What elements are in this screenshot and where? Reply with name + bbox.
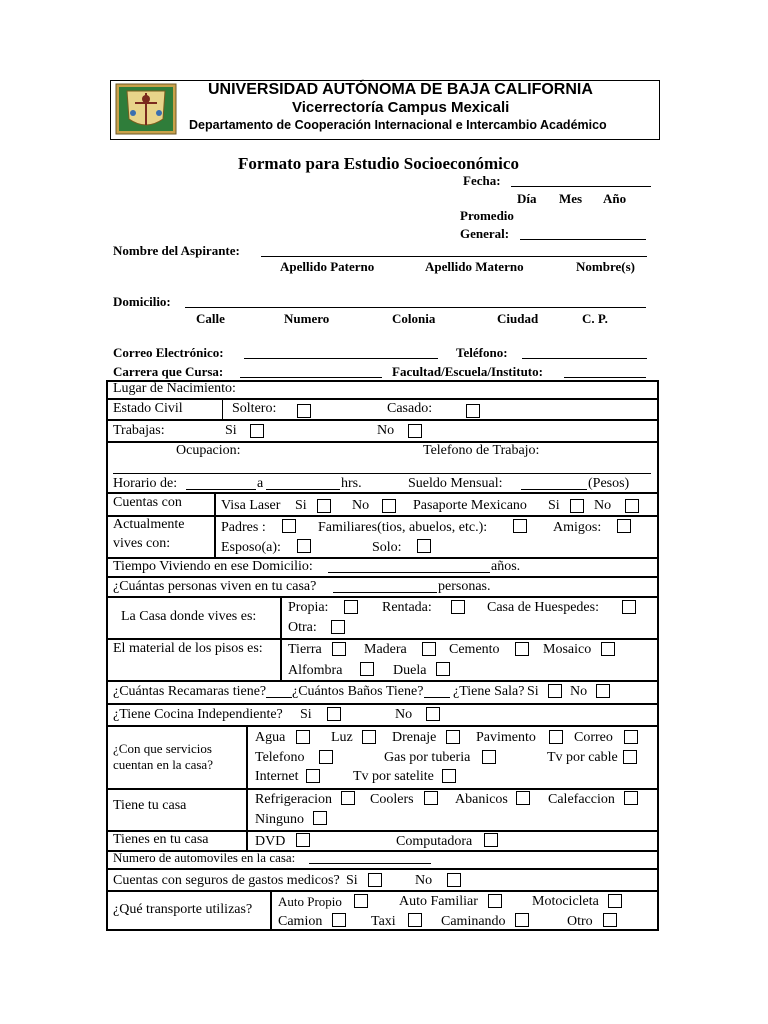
computadora-label: Computadora — [396, 834, 473, 849]
coolers-label: Coolers — [370, 792, 414, 807]
recamaras-line[interactable] — [266, 697, 292, 698]
visa-no-checkbox[interactable] — [382, 499, 396, 513]
padres-label: Padres : — [221, 520, 266, 535]
madera-checkbox[interactable] — [422, 642, 436, 656]
university-name: UNIVERSIDAD AUTÓNOMA DE BAJA CALIFORNIA — [208, 81, 593, 98]
amigos-label: Amigos: — [553, 520, 602, 535]
calefaccion-checkbox[interactable] — [624, 791, 638, 805]
visa-si-checkbox[interactable] — [317, 499, 331, 513]
sala-label: ¿Tiene Sala? — [453, 684, 525, 699]
tiene-casa-label: Tiene tu casa — [113, 798, 187, 813]
ninguno-checkbox[interactable] — [313, 811, 327, 825]
auto-propio-checkbox[interactable] — [354, 894, 368, 908]
domicilio-line[interactable] — [185, 307, 646, 308]
nombre-label: Nombre del Aspirante: — [113, 243, 240, 258]
auto-propio-label: Auto Propio — [278, 894, 342, 909]
carrera-line[interactable] — [240, 377, 382, 378]
automoviles-line[interactable] — [309, 863, 431, 864]
seguros-no-label: No — [415, 873, 433, 888]
carrera-label: Carrera que Cursa: — [113, 364, 224, 379]
seguros-label: Cuentas con seguros de gastos medicos? — [113, 873, 340, 888]
trabajas-si-checkbox[interactable] — [250, 424, 264, 438]
visa-no-label: No — [352, 498, 370, 513]
horario-de-label: Horario de: — [113, 476, 178, 491]
refrigeracion-label: Refrigeracion — [255, 792, 332, 807]
huespedes-checkbox[interactable] — [622, 600, 636, 614]
seguros-no-checkbox[interactable] — [447, 873, 461, 887]
fecha-dia: Día — [517, 191, 537, 206]
colonia-label: Colonia — [392, 311, 436, 326]
otro-checkbox[interactable] — [603, 913, 617, 927]
visa-label: Visa Laser — [221, 498, 281, 513]
esposo-checkbox[interactable] — [297, 539, 311, 553]
coolers-checkbox[interactable] — [424, 791, 438, 805]
telefono-trabajo-label: Telefono de Trabajo: — [423, 443, 540, 458]
mosaico-checkbox[interactable] — [601, 642, 615, 656]
apellido-paterno-label: Apellido Paterno — [280, 259, 375, 274]
esposo-label: Esposo(a): — [221, 540, 281, 555]
calefaccion-label: Calefaccion — [548, 792, 615, 807]
telefono-label: Teléfono: — [456, 345, 508, 360]
motocicleta-label: Motocicleta — [532, 894, 599, 909]
personas-line[interactable] — [333, 592, 437, 593]
sala-si-label: Si — [527, 684, 539, 699]
nombre-line[interactable] — [261, 256, 647, 257]
amigos-checkbox[interactable] — [617, 519, 631, 533]
promedio-general-label: General: — [460, 226, 510, 241]
horario-inicio-line[interactable] — [186, 489, 256, 490]
cp-label: C. P. — [582, 311, 608, 326]
cocina-no-checkbox[interactable] — [426, 707, 440, 721]
gas-checkbox[interactable] — [482, 750, 496, 764]
correo-servicio-checkbox[interactable] — [624, 730, 638, 744]
alfombra-checkbox[interactable] — [360, 662, 374, 676]
office-name: Vicerrectoría Campus Mexicali — [292, 99, 510, 116]
visa-si-label: Si — [295, 498, 307, 513]
facultad-line[interactable] — [564, 377, 646, 378]
personas-suffix: personas. — [438, 579, 491, 594]
facultad-label: Facultad/Escuela/Instituto: — [392, 364, 543, 379]
correo-label: Correo Electrónico: — [113, 345, 224, 360]
otra-label: Otra: — [288, 620, 317, 635]
otra-checkbox[interactable] — [331, 620, 345, 634]
duela-checkbox[interactable] — [436, 662, 450, 676]
solo-checkbox[interactable] — [417, 539, 431, 553]
sueldo-label: Sueldo Mensual: — [408, 476, 503, 491]
fecha-line[interactable] — [511, 186, 651, 187]
caminando-label: Caminando — [441, 914, 506, 929]
casado-checkbox[interactable] — [466, 404, 480, 418]
rentada-label: Rentada: — [382, 600, 432, 615]
form-title: Formato para Estudio Socioeconómico — [238, 154, 519, 173]
vives-con-label-2: vives con: — [113, 536, 171, 551]
agua-label: Agua — [255, 730, 286, 745]
ciudad-label: Ciudad — [497, 311, 539, 326]
tiempo-anios-label: años. — [491, 559, 521, 574]
horario-a-label: a — [257, 476, 264, 491]
pesos-label: (Pesos) — [588, 476, 630, 491]
auto-familiar-label: Auto Familiar — [399, 894, 478, 909]
pavimento-checkbox[interactable] — [549, 730, 563, 744]
sala-no-checkbox[interactable] — [596, 684, 610, 698]
luz-label: Luz — [331, 730, 353, 745]
department-name: Departamento de Cooperación Internacional e Intercambio Académico — [189, 118, 607, 132]
soltero-label: Soltero: — [232, 401, 277, 416]
auto-familiar-checkbox[interactable] — [488, 894, 502, 908]
correo-line[interactable] — [244, 358, 438, 359]
trabajas-no-checkbox[interactable] — [408, 424, 422, 438]
numero-label: Numero — [284, 311, 330, 326]
huespedes-label: Casa de Huespedes: — [487, 600, 599, 615]
domicilio-label: Domicilio: — [113, 294, 171, 309]
transporte-label: ¿Qué transporte utilizas? — [113, 902, 253, 917]
casa-label: La Casa donde vives es: — [121, 609, 257, 624]
tiempo-label: Tiempo Viviendo en ese Domicilio: — [113, 559, 313, 574]
pasaporte-si-label: Si — [548, 498, 560, 513]
pisos-label: El material de los pisos es: — [113, 641, 263, 656]
banos-label: ¿Cuántos Baños Tiene? — [292, 684, 424, 699]
pavimento-label: Pavimento — [476, 730, 536, 745]
duela-label: Duela — [393, 663, 427, 678]
agua-checkbox[interactable] — [296, 730, 310, 744]
fecha-mes: Mes — [559, 191, 583, 206]
hrs-label: hrs. — [341, 476, 362, 491]
refrigeracion-checkbox[interactable] — [341, 791, 355, 805]
estado-civil-label: Estado Civil — [113, 401, 183, 416]
horario-fin-line[interactable] — [266, 489, 340, 490]
personas-label: ¿Cuántas personas viven en tu casa? — [113, 579, 317, 594]
alfombra-label: Alfombra — [288, 663, 343, 678]
camion-checkbox[interactable] — [332, 913, 346, 927]
tierra-checkbox[interactable] — [332, 642, 346, 656]
tv-satelite-checkbox[interactable] — [442, 769, 456, 783]
cocina-si-checkbox[interactable] — [327, 707, 341, 721]
tv-cable-label: Tv por cable — [547, 750, 618, 765]
taxi-label: Taxi — [371, 914, 396, 929]
madera-label: Madera — [364, 642, 407, 657]
trabajas-no-label: No — [377, 423, 395, 438]
trabajas-label: Trabajas: — [113, 423, 165, 438]
propia-label: Propia: — [288, 600, 329, 615]
tiempo-line[interactable] — [328, 572, 490, 573]
cemento-label: Cemento — [449, 642, 500, 657]
pasaporte-si-checkbox[interactable] — [570, 499, 584, 513]
propia-checkbox[interactable] — [344, 600, 358, 614]
promedio-line[interactable] — [520, 239, 646, 240]
soltero-checkbox[interactable] — [297, 404, 311, 418]
seguros-si-checkbox[interactable] — [368, 873, 382, 887]
casado-label: Casado: — [387, 401, 433, 416]
telefono-line[interactable] — [522, 358, 647, 359]
dvd-label: DVD — [255, 834, 286, 849]
mosaico-label: Mosaico — [543, 642, 592, 657]
motocicleta-checkbox[interactable] — [608, 894, 622, 908]
drenaje-label: Drenaje — [392, 730, 437, 745]
vives-con-label-1: Actualmente — [113, 517, 185, 532]
fecha-anio: Año — [603, 191, 627, 206]
tv-cable-checkbox[interactable] — [623, 750, 637, 764]
pasaporte-label: Pasaporte Mexicano — [413, 498, 527, 513]
tienes-casa-label: Tienes en tu casa — [113, 832, 209, 847]
luz-checkbox[interactable] — [362, 730, 376, 744]
ocupacion-label: Ocupacion: — [176, 443, 241, 458]
lugar-nacimiento-label: Lugar de Nacimiento: — [113, 381, 236, 396]
abanicos-label: Abanicos — [455, 792, 508, 807]
telefono-servicio-label: Telefono — [255, 750, 305, 765]
drenaje-checkbox[interactable] — [446, 730, 460, 744]
taxi-checkbox[interactable] — [408, 913, 422, 927]
recamaras-label: ¿Cuántas Recamaras tiene? — [113, 684, 267, 699]
familiares-label: Familiares(tios, abuelos, etc.): — [318, 520, 488, 535]
servicios-label-2: cuentan en la casa? — [113, 757, 213, 772]
nombres-label: Nombre(s) — [576, 259, 635, 274]
cocina-label: ¿Tiene Cocina Independiente? — [113, 707, 283, 722]
tierra-label: Tierra — [288, 642, 322, 657]
correo-servicio-label: Correo — [574, 730, 613, 745]
university-seal — [115, 83, 177, 135]
servicios-label-1: ¿Con que servicios — [113, 741, 212, 756]
otro-label: Otro — [567, 914, 593, 929]
abanicos-checkbox[interactable] — [516, 791, 530, 805]
cocina-si-label: Si — [300, 707, 312, 722]
cocina-no-label: No — [395, 707, 413, 722]
computadora-checkbox[interactable] — [484, 833, 498, 847]
padres-checkbox[interactable] — [282, 519, 296, 533]
sueldo-line[interactable] — [521, 489, 587, 490]
dvd-checkbox[interactable] — [296, 833, 310, 847]
camion-label: Camion — [278, 914, 323, 929]
gas-label: Gas por tuberia — [384, 750, 471, 765]
internet-label: Internet — [255, 769, 299, 784]
ninguno-label: Ninguno — [255, 812, 304, 827]
sala-si-checkbox[interactable] — [548, 684, 562, 698]
ocupacion-line[interactable] — [113, 473, 651, 474]
pasaporte-no-checkbox[interactable] — [625, 499, 639, 513]
promedio-label: Promedio — [460, 208, 514, 223]
telefono-servicio-checkbox[interactable] — [319, 750, 333, 764]
calle-label: Calle — [196, 311, 225, 326]
pasaporte-no-label: No — [594, 498, 612, 513]
seguros-si-label: Si — [346, 873, 358, 888]
apellido-materno-label: Apellido Materno — [425, 259, 524, 274]
internet-checkbox[interactable] — [306, 769, 320, 783]
trabajas-si-label: Si — [225, 423, 237, 438]
tv-satelite-label: Tv por satelite — [353, 769, 434, 784]
fecha-label: Fecha: — [463, 173, 501, 188]
banos-line[interactable] — [424, 697, 450, 698]
solo-label: Solo: — [372, 540, 402, 555]
sala-no-label: No — [570, 684, 588, 699]
cuentas-con-label: Cuentas con — [113, 495, 182, 510]
rentada-checkbox[interactable] — [451, 600, 465, 614]
caminando-checkbox[interactable] — [515, 913, 529, 927]
automoviles-label: Numero de automoviles en la casa: — [113, 850, 296, 865]
cemento-checkbox[interactable] — [515, 642, 529, 656]
familiares-checkbox[interactable] — [513, 519, 527, 533]
